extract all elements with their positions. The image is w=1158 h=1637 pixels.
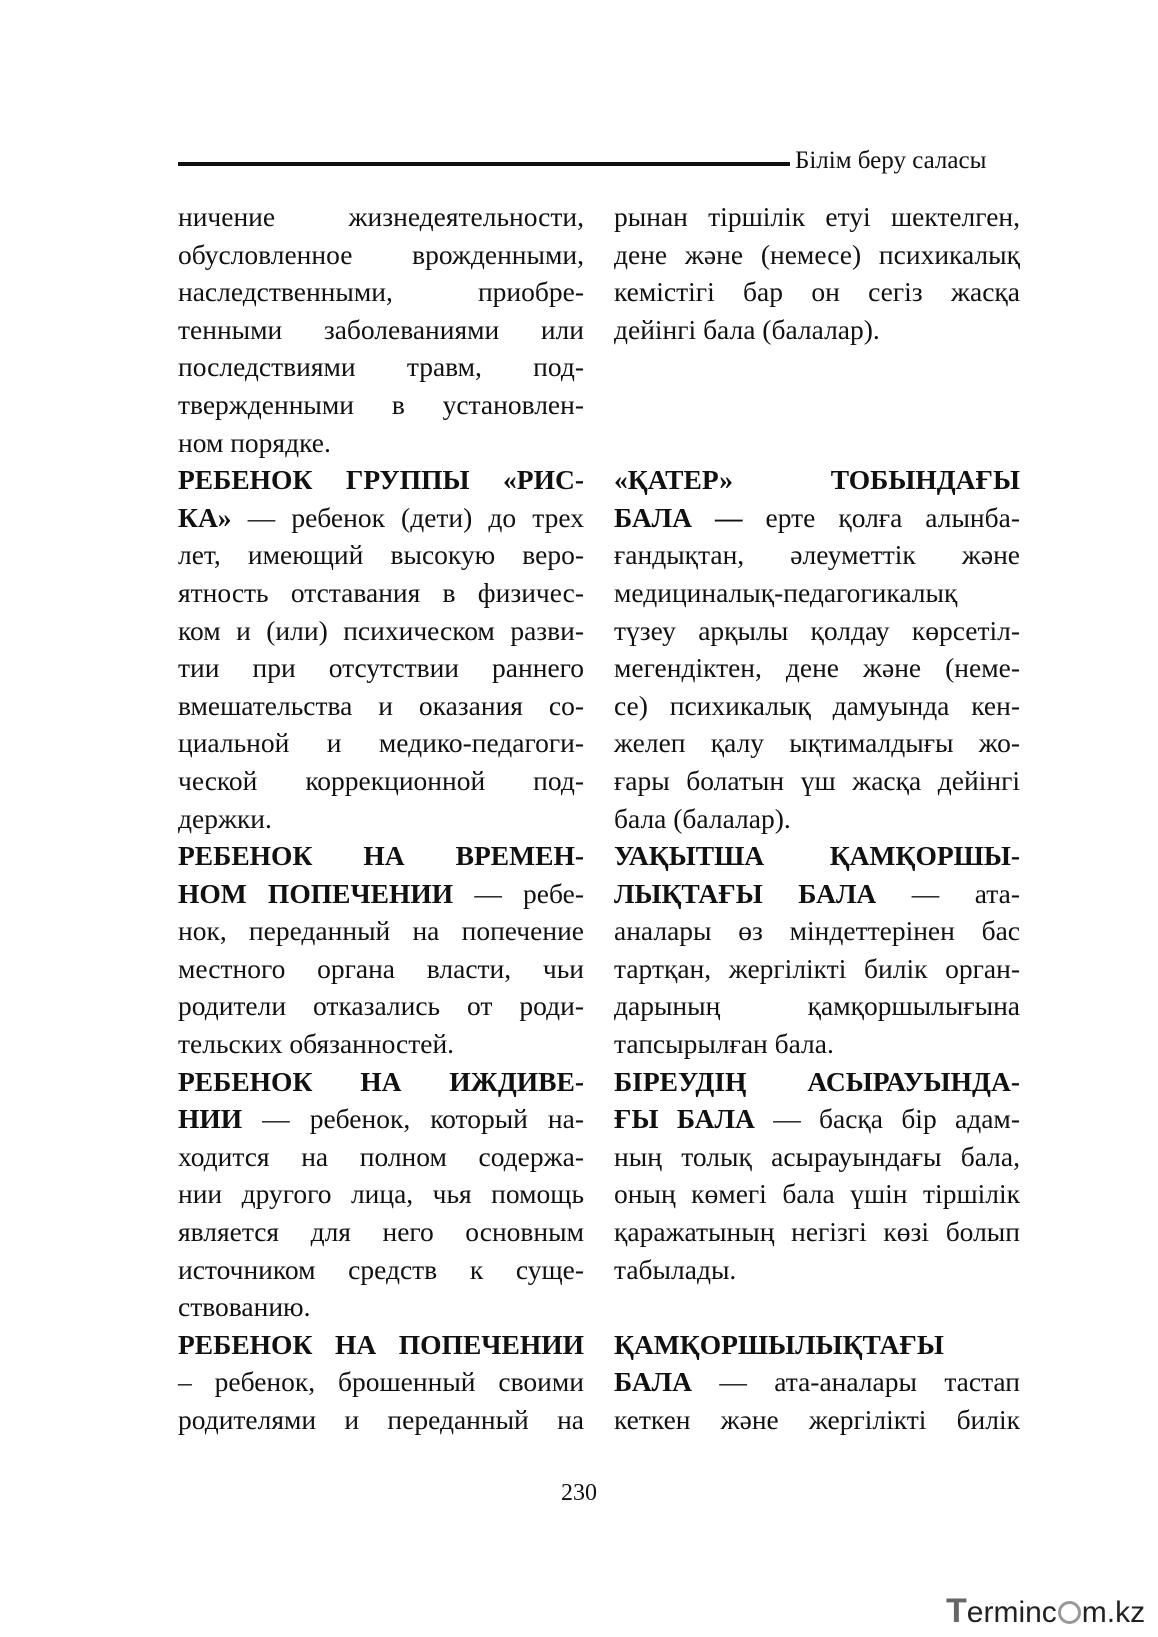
entry-temporary-care-ru (178, 837, 584, 1063)
text-line: источником средств к суще- (178, 1253, 584, 1285)
text-line: ятность отставания в физичес- (178, 576, 584, 608)
definition-text: — ребенок, который на- (242, 1103, 584, 1135)
term-bold: БАЛА — (614, 501, 743, 533)
text-line: твержденными в установлен- (178, 388, 584, 420)
definition-text: — басқа бір адам- (754, 1103, 1020, 1135)
text-line (614, 499, 1020, 537)
watermark-circle-icon (1058, 1601, 1081, 1624)
entry-child-at-risk-ru (178, 461, 584, 837)
watermark-text: erminc (966, 1596, 1057, 1629)
term-bold: ҚАМҚОРШЫЛЫҚТАҒЫ (614, 1328, 944, 1360)
text-line: ствованию. (178, 1291, 311, 1323)
definition-text: ерте қолға алынба- (742, 501, 1021, 533)
text-line: является для него основным (178, 1216, 584, 1248)
text-line: тенными заболеваниями или (178, 313, 584, 345)
text-line: табылады. (614, 1253, 737, 1285)
entry-guardianship-ru (178, 1326, 584, 1439)
text-line: дарының қамқоршылығына (614, 990, 1020, 1022)
term-bold: УАҚЫТША ҚАМҚОРШЫ- (614, 840, 1020, 872)
entry-child-at-risk-kz (614, 461, 1020, 837)
spacer (614, 386, 1020, 424)
entry-continuation-right (614, 198, 1020, 461)
term-bold: «ҚАТЕР» ТОБЫНДАҒЫ (614, 464, 1020, 496)
term-bold: ҒЫ БАЛА (614, 1103, 755, 1135)
text-line: циальной и медико-педагоги- (178, 727, 584, 759)
text-line: местного органа власти, чьи (178, 952, 584, 984)
definition-text: — ребенок (дети) до трех (231, 501, 584, 533)
text-line: дейінгі бала (балалар). (614, 313, 880, 345)
entry-continuation-left (178, 198, 584, 461)
text-line: родители отказались от роди- (178, 990, 584, 1022)
text-line: қаражатының негізгі көзі болып (614, 1216, 1020, 1248)
text-line (178, 1100, 584, 1138)
text-line: лет, имеющий высокую веро- (178, 539, 584, 571)
term-bold: РЕБЕНОК НА ИЖДИВЕ- (178, 1065, 584, 1097)
text-line: ғары болатын үш жасқа дейінгі (614, 764, 1020, 796)
text-line: ходится на полном содержа- (178, 1140, 584, 1172)
text-line: ком и (или) психическом разви- (178, 614, 584, 646)
text-line: ның толық асырауындағы бала, (614, 1140, 1020, 1172)
text-line: рынан тіршілік етуі шектелген, (614, 201, 1020, 232)
text-line: нок, переданный на попечение (178, 915, 584, 947)
text-line: наследственными, приобре- (178, 276, 584, 308)
entry-guardianship-kz (614, 1326, 1020, 1439)
term-line (614, 837, 1020, 875)
text-line (614, 1363, 1020, 1401)
right-column (614, 198, 1020, 1439)
text-line: ном порядке. (178, 426, 331, 458)
entry-dependent-child-kz (614, 1063, 1020, 1326)
watermark-domain: m.kz (1081, 1596, 1146, 1629)
text-line: кеткен және жергілікті билік (614, 1404, 1020, 1435)
entry-dependent-child-ru (178, 1063, 584, 1326)
text-line: түзеу арқылы қолдау көрсетіл- (614, 614, 1020, 646)
text-line: – ребенок, брошенный своими (178, 1366, 584, 1398)
spacer (614, 348, 1020, 386)
header-rule (178, 162, 790, 166)
term-line (178, 837, 584, 875)
page-number: 230 (561, 1480, 597, 1506)
term-bold: РЕБЕНОК НА ВРЕМЕН- (178, 840, 584, 872)
definition-text: — ребе- (453, 877, 585, 909)
term-line (614, 461, 1020, 499)
term-bold: НОМ ПОПЕЧЕНИИ (178, 877, 454, 909)
text-line: медициналық-педагогикалық (614, 576, 958, 608)
left-column (178, 198, 584, 1439)
text-line (614, 875, 1020, 913)
text-line: вмешательства и оказания со- (178, 689, 584, 721)
definition-text: — ата- (876, 877, 1020, 909)
term-bold: КА» (178, 501, 232, 533)
definition-text: — ата-аналары тастап (692, 1366, 1020, 1398)
term-bold: БІРЕУДІҢ АСЫРАУЫНДА- (614, 1065, 1020, 1097)
text-line: ческой коррекционной под- (178, 764, 584, 796)
text-line: бала (балалар). (614, 802, 791, 834)
text-line (178, 875, 584, 913)
text-line: желеп қалу ықтималдығы жо- (614, 727, 1020, 759)
text-line: нии другого лица, чья помощь (178, 1178, 584, 1210)
entry-temporary-care-kz (614, 837, 1020, 1063)
text-line: мегендіктен, дене және (неме- (614, 652, 1020, 684)
text-line: ғандықтан, әлеуметтік және (614, 539, 1020, 571)
term-bold: РЕБЕНОК ГРУППЫ «РИС- (178, 464, 584, 496)
text-line: ничение жизнедеятельности, (178, 201, 584, 232)
term-bold: БАЛА (614, 1366, 693, 1398)
text-line: аналары өз міндеттерінен бас (614, 915, 1020, 947)
text-line: родителями и переданный на (178, 1404, 584, 1435)
term-line (178, 1063, 584, 1101)
site-watermark-logo (946, 1592, 1151, 1630)
term-line (614, 1063, 1020, 1101)
text-line (614, 1100, 1020, 1138)
text-line: тии при отсутствии раннего (178, 652, 584, 684)
text-line: держки. (178, 802, 272, 834)
term-line (178, 461, 584, 499)
spacer (614, 1288, 1020, 1326)
text-line: обусловленное врожденными, (178, 238, 584, 270)
text-line: тельских обязанностей. (178, 1028, 455, 1060)
text-line: последствиями травм, под- (178, 351, 584, 383)
running-header-title: Білім беру саласы (795, 147, 987, 174)
term-bold: НИИ (178, 1103, 243, 1135)
text-line: тапсырылған бала. (614, 1028, 834, 1060)
term-bold: ЛЫҚТАҒЫ БАЛА (614, 877, 877, 909)
term-line (614, 1326, 1020, 1364)
spacer (614, 424, 1020, 462)
term-line (178, 1326, 584, 1364)
term-bold: РЕБЕНОК НА ПОПЕЧЕНИИ (178, 1328, 584, 1360)
text-line (178, 499, 584, 537)
watermark-t: T (946, 1592, 967, 1630)
text-line: тартқан, жергілікті билік орган- (614, 952, 1020, 984)
text-line: се) психикалық дамуында кен- (614, 689, 1020, 721)
text-line: кемістігі бар он сегіз жасқа (614, 276, 1020, 308)
text-line: оның көмегі бала үшін тіршілік (614, 1178, 1020, 1210)
text-line: дене және (немесе) психикалық (614, 238, 1020, 270)
